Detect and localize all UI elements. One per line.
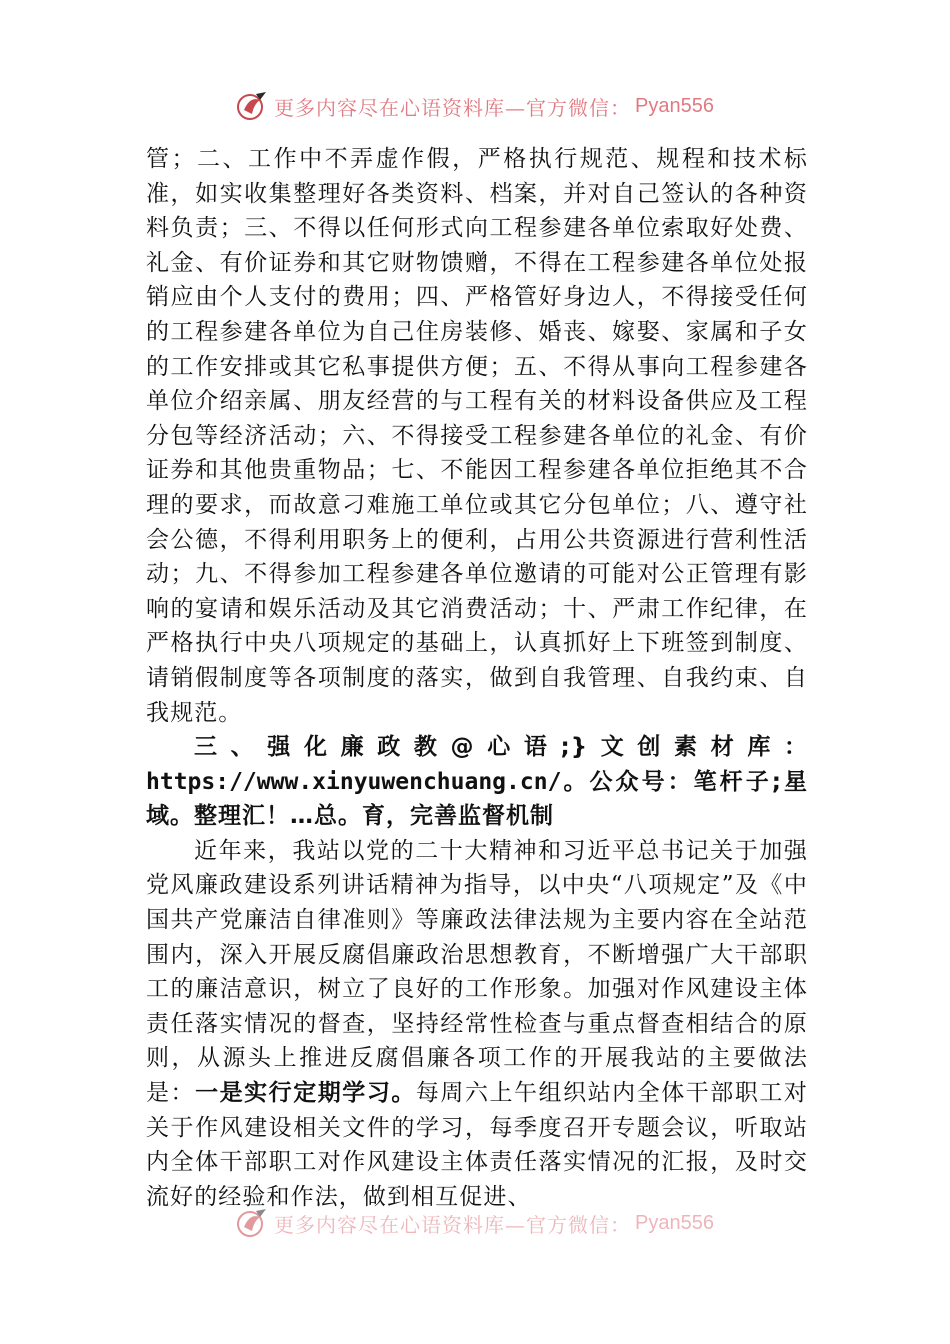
page-footer-watermark [236,1208,714,1238]
body-paragraph [146,834,808,1215]
paragraph-text: 近年来，我站以党的二十大精神和习近平总书记关于加强党风廉政建设系列讲话精神为指导，以中央“八项规定”及《中国共产党廉洁自律准则》等廉政法律法规为主要内容在全站范围内，深入开展反腐倡廉政治思想教育，不断增强广大干部职工的廉洁意识，树立了良好的工作形象。加强对作风建设主体责任落实情况的督查，坚持经常性检查与重点督查相结合的原则，从源头上推进反腐倡廉各项工作的开展我站的主要做法是： [146,837,808,1107]
document-body [146,142,808,1214]
watermark-text: 更多内容尽在心语资料库—官方微信： [274,1212,631,1237]
watermark-wechat-id: Pyan556 [635,94,714,117]
body-paragraph: 管；二、工作中不弄虚作假，严格执行规范、规程和技术标准，如实收集整理好各类资料、档案，并对自己签认的各种资料负责；三、不得以任何形式向工程参建各单位索取好处费、礼金、有价证券和其它财物馈赠，不得在工程参建各单位处报销应由个人支付的费用；四、严格管好身边人，不得接受任何的工程参建各单位为自己住房装修、婚丧、嫁娶、家属和子女的工作安排或其它私事提供方便；五、不得从事向工程参建各单位介绍亲属、朋友经营的与工程有关的材料设备供应及工程分包等经济活动；六、不得接受工程参建各单位的礼金、有价证券和其他贵重物品；七、不能因工程参建各单位拒绝其不合理的要求，而故意刁难施工单位或其它分包单位；八、遵守社会公德，不得利用职务上的便利，占用公共资源进行营利性活动；九、不得参加工程参建各单位邀请的可能对公正管理有影响的宴请和娱乐活动及其它消费活动；十、严肃工作纪律，在严格执行中央八项规定的基础上，认真抓好上下班签到制度、请销假制度等各项制度的落实，做到自我管理、自我约束、自我规范。 [146,146,808,726]
page-header-watermark [236,88,714,124]
heading-text: 三、强化廉政教@心语;}文创素材库： [194,734,808,761]
section-heading [146,730,808,834]
bold-phrase: 一是实行定期学习。 [195,1080,416,1107]
heading-url: https://www.xinyuwenchuang.cn/ [146,768,562,795]
heading-text-2: 。公众号：笔杆子;星域。整理汇！…总。育，完善监督机制 [146,768,808,830]
watermark-wechat-id: Pyan556 [635,1211,714,1234]
logo-icon [236,1208,268,1238]
watermark-text: 更多内容尽在心语资料库—官方微信： [274,95,631,120]
logo-icon [236,90,268,122]
paragraph-text-2: 每周六上午组织站内全体干部职工对关于作风建设相关文件的学习，每季度召开专题会议，听取站内全体干部职工对作风建设主体责任落实情况的汇报，及时交流好的经验和作法，做到相互促进、 [146,1080,808,1210]
